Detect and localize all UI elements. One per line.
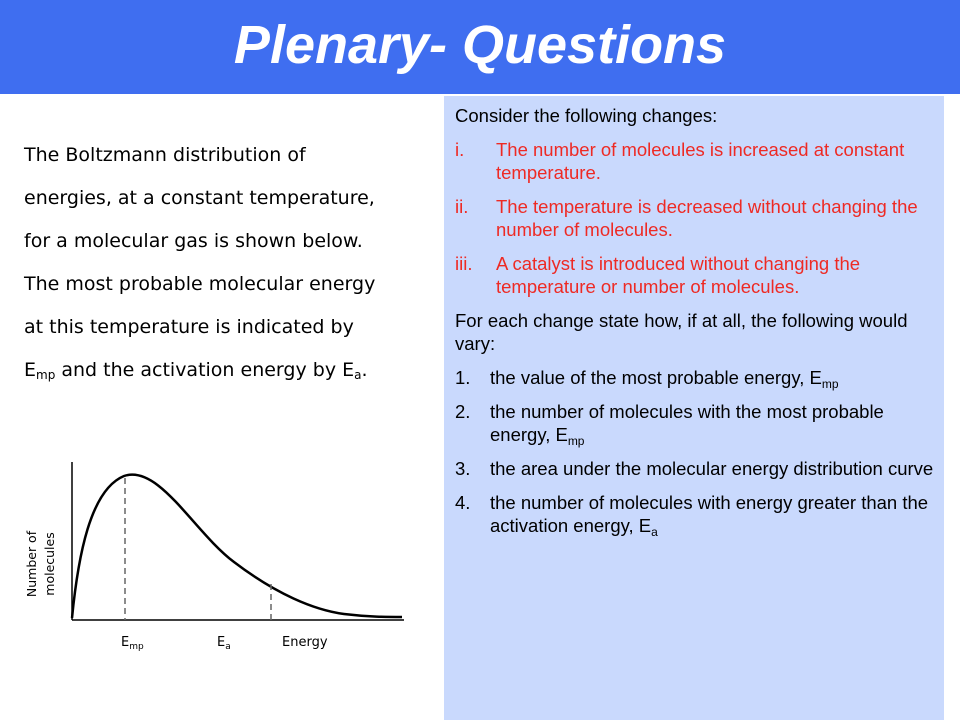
question-text: the number of molecules with the most probable energy, E — [490, 401, 884, 445]
intro-line: for a molecular gas is shown below. — [24, 230, 363, 252]
boltzmann-chart — [14, 462, 414, 662]
question-text: the area under the molecular energy distribution curve — [490, 458, 934, 479]
distribution-curve — [72, 475, 402, 618]
question-item — [455, 491, 937, 537]
question-item — [455, 366, 937, 389]
emp-tick-label — [121, 635, 144, 652]
panel-lead: Consider the following changes: — [455, 105, 718, 126]
change-number: ii. — [455, 196, 469, 217]
change-item — [455, 252, 937, 298]
change-number: iii. — [455, 253, 473, 274]
intro-line — [24, 349, 424, 392]
question-item — [455, 457, 937, 480]
intro-line: at this temperature is indicated by — [24, 316, 354, 338]
question-number: 4. — [455, 492, 471, 513]
change-item — [455, 195, 937, 241]
emp-symbol: E — [24, 359, 37, 381]
change-text: A catalyst is introduced without changing the temperature or number of molecules. — [496, 253, 861, 297]
change-text: The number of molecules is increased at constant temperature. — [496, 139, 905, 183]
ea-subscript: a — [354, 368, 362, 382]
y-axis-label-line1: Number of — [24, 530, 39, 598]
page-title: Plenary- Questions — [233, 15, 727, 75]
change-text: The temperature is decreased without changing the number of molecules. — [496, 196, 918, 240]
x-axis-label: Energy — [282, 635, 328, 650]
intro-line: energies, at a constant temperature, — [24, 187, 375, 209]
change-item — [455, 138, 937, 184]
ea-tick-label — [217, 635, 231, 652]
intro-text — [24, 134, 424, 392]
intro-period: . — [361, 359, 368, 381]
question-item — [455, 400, 937, 446]
question-subscript: a — [651, 525, 658, 539]
emp-subscript: mp — [36, 368, 56, 382]
emp-tick-subscript: mp — [129, 642, 144, 652]
ea-tick-symbol: E — [217, 635, 226, 650]
question-number: 1. — [455, 367, 471, 388]
intro-line: The Boltzmann distribution of — [24, 144, 306, 166]
intro-activation-text: and the activation energy by E — [55, 359, 355, 381]
ea-tick-subscript: a — [225, 642, 231, 652]
panel-prompt: For each change state how, if at all, the following would vary: — [455, 310, 908, 354]
y-axis-label-line2: molecules — [42, 532, 57, 596]
question-subscript: mp — [821, 377, 839, 391]
question-subscript: mp — [567, 434, 585, 448]
intro-line: The most probable molecular energy — [24, 273, 376, 295]
question-number: 2. — [455, 401, 471, 422]
questions-panel — [444, 96, 944, 720]
question-text: the value of the most probable energy, E — [490, 367, 822, 388]
change-number: i. — [455, 139, 465, 160]
question-text: the number of molecules with energy greater than the activation energy, E — [490, 492, 929, 536]
question-number: 3. — [455, 458, 471, 479]
emp-tick-symbol: E — [121, 635, 130, 650]
